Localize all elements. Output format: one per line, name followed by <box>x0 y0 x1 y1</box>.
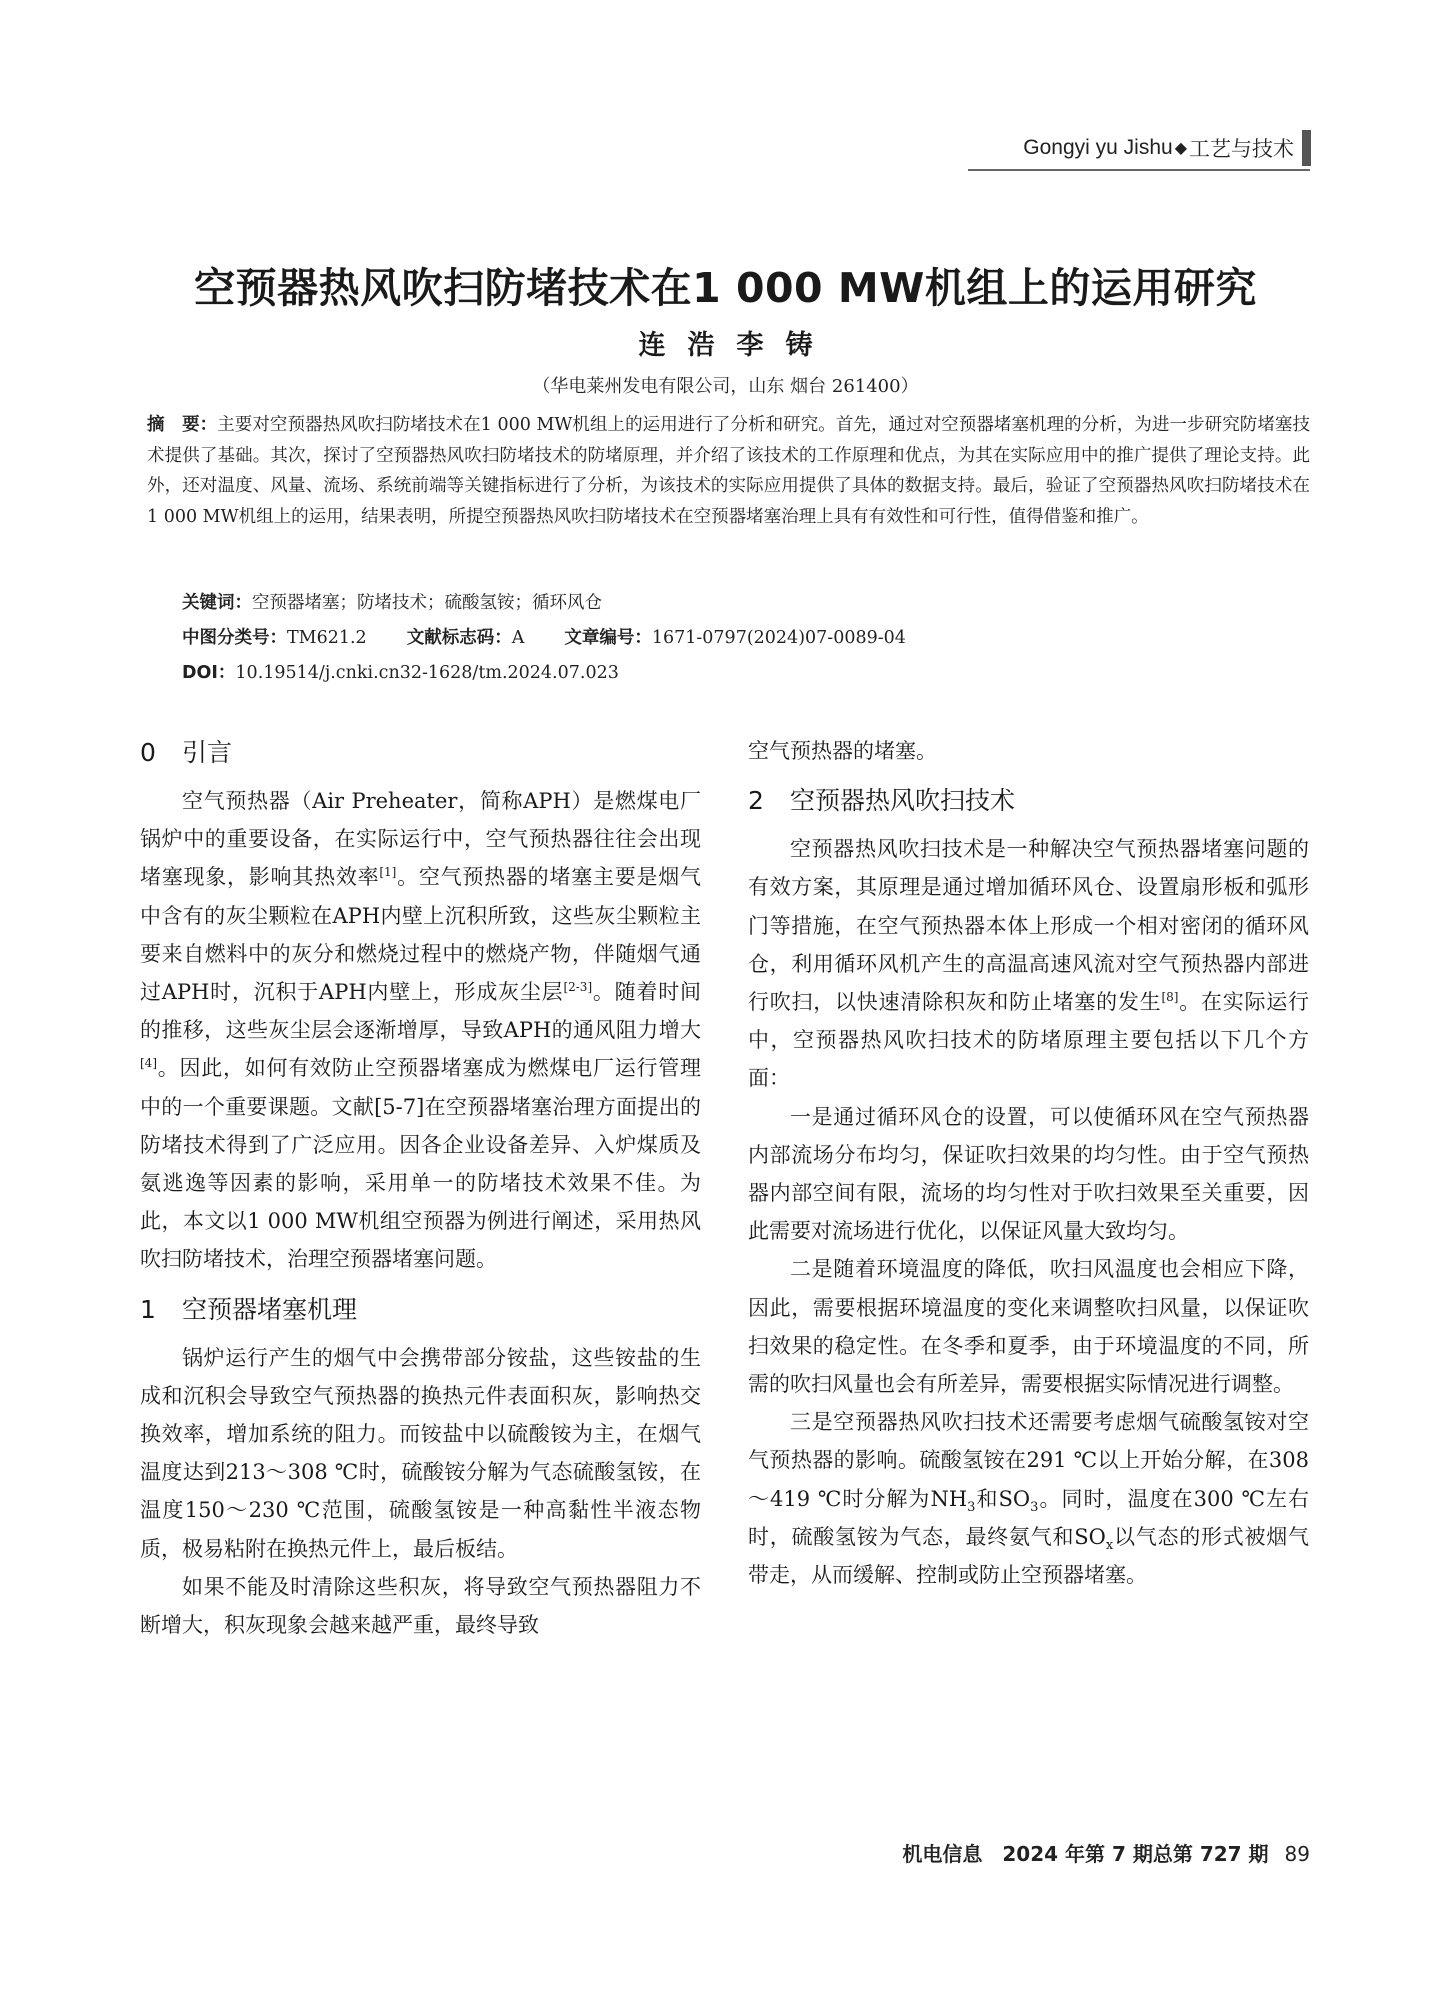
mechanism-paragraph-2-continued: 空气预热器的堵塞。 <box>748 739 937 763</box>
abstract-label: 摘 要： <box>147 415 218 435</box>
citation: [2-3] <box>563 980 593 995</box>
header-rule <box>968 169 1310 171</box>
technique-paragraph-1: 空预器热风吹扫技术是一种解决空气预热器堵塞问题的有效方案，其原理是通过增加循环风仓、设置扇形板和弧形门等措施，在空气预热器本体上形成一个相对密闭的循环风仓，利用循环风机产生的高温高速风流对空气预热器内部进行吹扫，以快速清除积灰和防止堵塞的发生[8]。在实际运行中，空预器热风吹扫技术的防堵原理主要包括以下几个方面： <box>748 837 1310 1091</box>
footer-journal: 机电信息 2024 年第 7 期总第 727 期 <box>902 1842 1269 1866</box>
paper-title: 空预器热风吹扫防堵技术在1 000 MW机组上的运用研究 <box>194 264 1257 312</box>
intro-paragraph: 空气预热器（Air Preheater，简称APH）是燃煤电厂锅炉中的重要设备，在实际运行中，空气预热器往往会出现堵塞现象，影响其热效率[1]。空气预热器的堵塞主要是烟气中含有的灰尘颗粒在APH内壁上沉积所致，这些灰尘颗粒主要来自燃料中的灰分和燃烧过程中的燃烧产物，伴随烟气通过APH时，沉积于APH内壁上，形成灰尘层[2-3]。随着时间的推移，这些灰尘层会逐渐增厚，导致APH的通风阻力增大[4]。因此，如何有效防止空预器堵塞成为燃煤电厂运行管理中的一个重要课题。文献[5-7]在空预器堵塞治理方面提出的防堵技术得到了广泛应用。因各企业设备差异、入炉煤质及氨逃逸等因素的影响，采用单一的防堵技术效果不佳。为此，本文以1 000 MW机组空预器为例进行阐述，采用热风吹扫防堵技术，治理空预器堵塞问题。 <box>140 789 702 1272</box>
technique-paragraph-4: 三是空预器热风吹扫技术还需要考虑烟气硫酸氢铵对空气预热器的影响。硫酸氢铵在291 ℃以上开始分解，在308～419 ℃时分解为$NH_3$和$SO_3$。同时，温度在300 ℃左右时，硫酸氢铵为气态，最终氨气和$SO_x$以气态的形式被烟气带走，从而缓解、控制或防止空预器堵塞。 <box>748 1410 1310 1588</box>
doi-line <box>182 659 619 684</box>
keywords-text: 空预器堵塞；防堵技术；硫酸氢铵；循环风仓 <box>252 593 602 613</box>
mechanism-paragraph-1: 锅炉运行产生的烟气中会携带部分铵盐，这些铵盐的生成和沉积会导致空气预热器的换热元件表面积灰，影响热交换效率，增加系统的阻力。而铵盐中以硫酸铵为主，在烟气温度达到213～308 ℃时，硫酸铵分解为气态硫酸氢铵，在温度150～230 ℃范围，硫酸氢铵是一种高黏性半液态物质，极易粘附在换热元件上，最后板结。 <box>140 1345 701 1561</box>
right-column <box>748 732 1309 1594</box>
mechanism-paragraph-2: 如果不能及时清除这些积灰，将导致空气预热器阻力不断增大，积灰现象会越来越严重，最终导致 <box>140 1574 701 1638</box>
paper-authors: 连浩李铸 <box>638 330 835 361</box>
abstract-text: 主要对空预器热风吹扫防堵技术在1 000 MW机组上的运用进行了分析和研究。首先，通过对空预器堵塞机理的分析，为进一步研究防堵塞技术提供了基础。其次，探讨了空预器热风吹扫防堵技术的防堵原理，并介绍了该技术的工作原理和优点，为其在实际应用中的推广提供了理论支持。此外，还对温度、风量、流场、系统前端等关键指标进行了分析，为该技术的实际应用提供了具体的数据支持。最后，验证了空预器热风吹扫防堵技术在1 000 MW机组上的运用，结果表明，所提空预器热风吹扫防堵技术在空预器堵塞治理上具有有效性和可行性，值得借鉴和推广。 <box>147 415 1310 527</box>
left-column <box>140 732 701 1644</box>
abstract <box>147 410 1310 532</box>
citation: [4] <box>140 1056 157 1071</box>
doi-value: 10.19514/j.cnki.cn32-1628/tm.2024.07.023 <box>235 663 619 683</box>
technique-paragraph-2: 一是通过循环风仓的设置，可以使循环风在空气预热器内部流场分布均匀，保证吹扫效果的均匀性。由于空气预热器内部空间有限，流场的均匀性对于吹扫效果至关重要，因此需要对流场进行优化，以保证风量大致均匀。 <box>748 1104 1309 1244</box>
technique-paragraph-3: 二是随着环境温度的降低，吹扫风温度也会相应下降，因此，需要根据环境温度的变化来调整吹扫风量，以保证吹扫效果的稳定性。在冬季和夏季，由于环境温度的不同，所需的吹扫风量也会有所差异，需要根据实际情况进行调整。 <box>748 1257 1309 1397</box>
section-heading-1: 1 空预器堵塞机理 <box>140 1294 358 1324</box>
doi-label: DOI： <box>182 663 236 683</box>
keywords-line <box>182 589 602 614</box>
citation: [8] <box>1161 990 1179 1005</box>
doc-code-value: A <box>511 628 525 648</box>
keywords-label: 关键词： <box>182 593 252 613</box>
section-heading-2: 2 空预器热风吹扫技术 <box>748 786 1016 816</box>
running-header <box>1023 130 1311 166</box>
header-bar-decoration <box>1302 130 1311 166</box>
article-number-label: 文章编号： <box>564 628 652 648</box>
classification-line <box>182 624 906 649</box>
running-header-section: 工艺与技术 <box>1189 138 1294 161</box>
citation: [1] <box>379 865 397 880</box>
paper-affiliation: （华电莱州发电有限公司，山东 烟台 261400） <box>532 376 919 397</box>
running-header-pinyin: Gongyi yu Jishu <box>1023 136 1173 159</box>
diamond-icon: ◆ <box>1174 140 1187 157</box>
page-footer <box>902 1838 1310 1867</box>
section-heading-0: 0 引言 <box>140 738 233 767</box>
doc-code-label: 文献标志码： <box>406 628 512 648</box>
page-number: 89 <box>1284 1842 1310 1866</box>
article-number-value: 1671-0797(2024)07-0089-04 <box>651 628 906 648</box>
clc-value: TM621.2 <box>287 628 367 648</box>
clc-label: 中图分类号： <box>182 628 287 648</box>
